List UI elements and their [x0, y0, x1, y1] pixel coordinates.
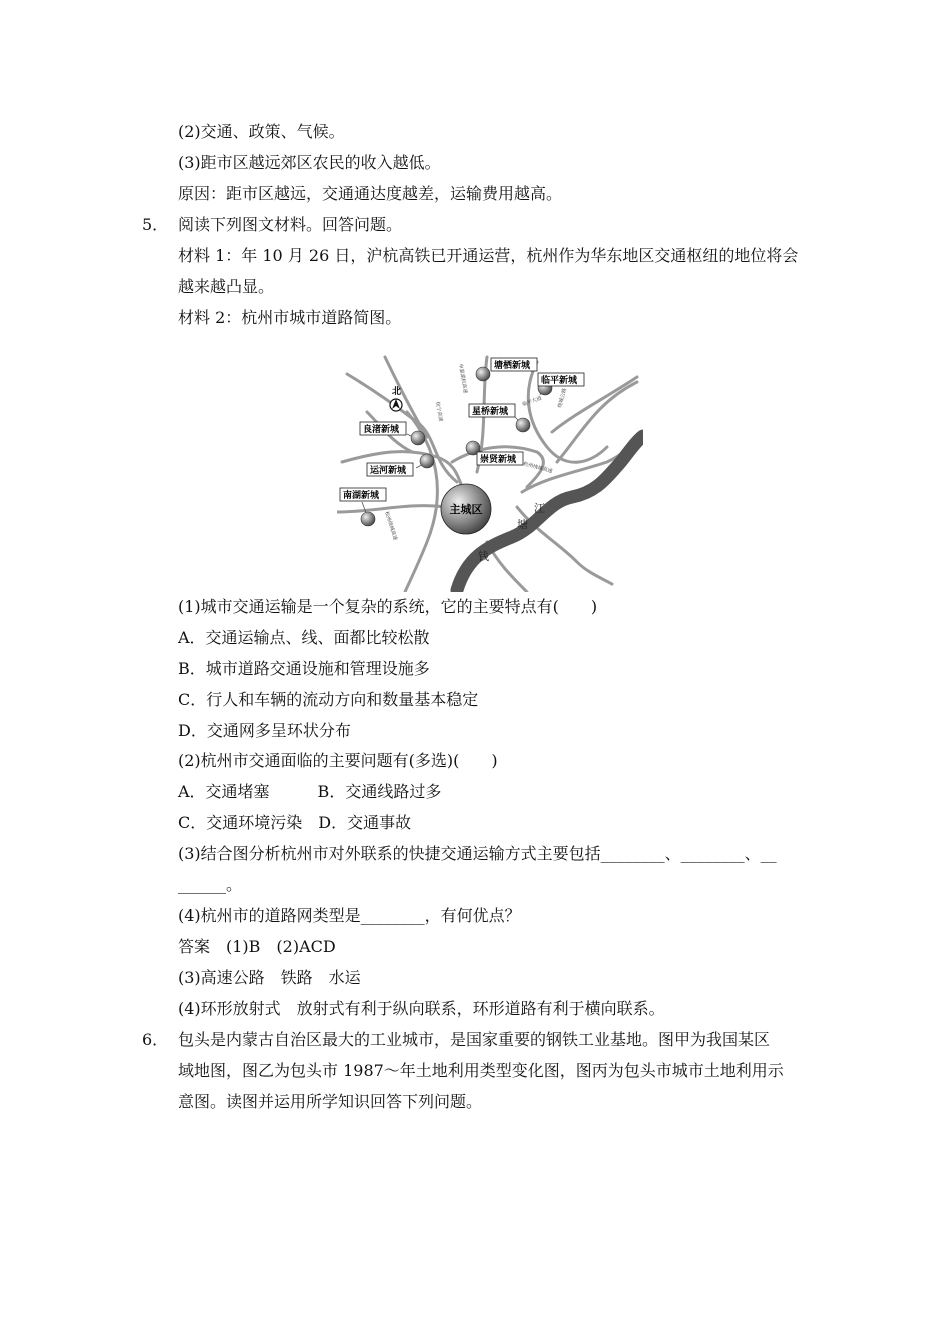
material-1-line-2: 越来越凸显。: [178, 277, 275, 296]
answer-line-4-q5: (4)环形放射式 放射式有利于纵向联系，环形道路有利于横向联系。: [178, 999, 665, 1018]
tangqi-label: 塘栖新城: [494, 361, 531, 371]
question-6-line-1: 包头是内蒙古自治区最大的工业城市，是国家重要的钢铁工业基地。图甲为我国某区: [178, 1030, 771, 1049]
option-1b: B．城市道路交通设施和管理设施多: [178, 659, 430, 678]
road-label-4: 绕城公路: [557, 387, 569, 409]
option-1a: A．交通运输点、线、面都比较松散: [178, 628, 430, 647]
answer-line-3: (3)距市区越远郊区农民的收入越低。: [178, 153, 441, 172]
sub-question-3: (3)结合图分析杭州市对外联系的快捷交通运输方式主要包括________、________、__: [178, 844, 777, 863]
material-2: 材料 2：杭州市城市道路简图。: [178, 308, 402, 327]
sub-question-3-cont: ______。: [178, 875, 243, 894]
question-6-line-2: 域地图，图乙为包头市 1987～年土地利用类型变化图，图丙为包头市城市土地利用示: [178, 1061, 784, 1080]
yunhe-dot: [420, 454, 434, 468]
material-1-line-1: 材料 1：年 10 月 26 日，沪杭高铁已开通运营，杭州作为华东地区交通枢纽的地位将会: [178, 246, 799, 265]
liangzhu-label: 良渚新城: [363, 425, 400, 435]
main-city-label: 主城区: [449, 503, 483, 516]
road-label-6: 杭州绕城高速: [383, 510, 399, 542]
xingqiao-dot: [516, 418, 530, 432]
option-2ab: A．交通堵塞 B．交通线路过多: [178, 782, 442, 801]
linping-label: 临平新城: [541, 376, 578, 386]
river-label-1: 江: [534, 502, 545, 515]
sub-question-1: (1)城市交通运输是一个复杂的系统，它的主要特点有( ): [178, 597, 598, 616]
option-1c: C．行人和车辆的流动方向和数量基本稳定: [178, 690, 479, 709]
river-label-3: 钱: [478, 550, 489, 563]
road-label-2: 杭宁高速: [434, 401, 444, 423]
nanhu-dot: [361, 512, 375, 526]
north-arrow-icon: [390, 399, 402, 411]
north-label: 北: [392, 387, 402, 397]
question-5-stem: 阅读下列图文材料。回答问题。: [178, 215, 403, 234]
sub-question-2: (2)杭州市交通面临的主要问题有(多选)( ): [178, 751, 498, 770]
road-label-1: 申嘉湖杭高速: [457, 363, 469, 394]
sub-question-4: (4)杭州市的道路网类型是________，有何优点？: [178, 906, 521, 925]
yunhe-label: 运河新城: [370, 466, 407, 476]
option-2cd: C．交通环境污染 D．交通事故: [178, 813, 412, 832]
liangzhu-dot: [411, 431, 425, 445]
xingqiao-label: 星桥新城: [472, 407, 509, 417]
road-label-3: 临平大道: [521, 395, 543, 408]
option-1d: D．交通网多呈环状分布: [178, 721, 351, 740]
road-label-5: 杭州绕城高速: [522, 461, 554, 475]
question-6-number: 6．: [142, 1030, 169, 1049]
river-label-2: 塘: [517, 518, 528, 531]
question-5-number: 5．: [142, 215, 169, 234]
answer-line-1: 答案 (1)B (2)ACD: [178, 937, 336, 956]
question-6-line-3: 意图。读图并运用所学知识回答下列问题。: [178, 1092, 483, 1111]
chongxian-label: 崇贤新城: [480, 455, 517, 465]
answer-line-2: (2)交通、政策、气候。: [178, 122, 345, 141]
tangqi-dot: [476, 367, 490, 381]
answer-line-3-q5: (3)高速公路 铁路 水运: [178, 968, 361, 987]
hangzhou-road-map: [337, 352, 643, 592]
answer-reason: 原因：距市区越远，交通通达度越差，运输费用越高。: [178, 184, 563, 203]
nanhu-label: 南湖新城: [343, 491, 380, 501]
